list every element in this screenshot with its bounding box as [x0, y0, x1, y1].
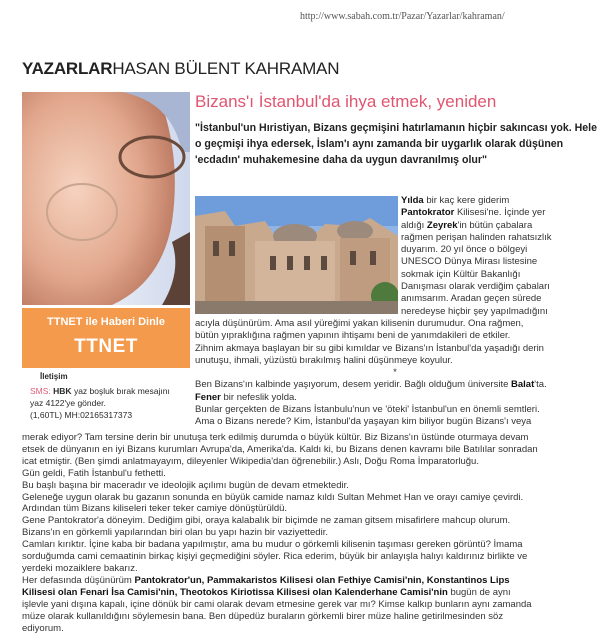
- sms-line: [30, 385, 195, 397]
- body-text: bugün de aynı: [447, 586, 511, 598]
- article-headline: Bizans'ı İstanbul'da ihya etmek, yeniden: [195, 92, 497, 111]
- body-text: etsek de dünyanın en iyi Bizans kurumları Avrupa'da, Amerika'da. Kaldı ki, bu Bizans denen kavramı bile Batılılar sonradan: [22, 443, 538, 455]
- body-line: [22, 539, 538, 551]
- body-line: [22, 587, 538, 599]
- body-text: rağmen perişan halinden rahatsızlık: [401, 231, 552, 243]
- body-text: sokmak için Kültür Bakanlığı: [401, 268, 521, 280]
- author-photo: [22, 92, 190, 305]
- body-line: [22, 468, 538, 480]
- body-line: [22, 599, 538, 611]
- sms-label: SMS:: [30, 386, 51, 396]
- body-text: Gün geldi, Fatih İstanbul'u fethetti.: [22, 467, 166, 479]
- ttnet-logo: TTNET: [74, 336, 138, 357]
- body-line: [22, 444, 538, 456]
- body-text: işlevle yani dışına kapalı, içine dönük bir cami olarak devam etmesine gerek var mı? Kimse kalkıp bunların aynı zamanda: [22, 598, 532, 610]
- bold-text: Zeyrek: [426, 219, 458, 231]
- body-text: unutuşu, ihmali, yüzüstü bırakılmış halini düşünmeye koyulur.: [195, 354, 453, 366]
- body-line: [401, 293, 552, 305]
- body-line: [401, 220, 552, 232]
- body-text: Geleneğe uygun olarak bu gazanın sonunda en büyük camide namaz kıldı Sultan Mehmet Han ve orayı camiye çevirdi.: [22, 491, 524, 503]
- body-text: 'ta.: [534, 379, 547, 391]
- body-text: duyarım. 20 yıl önce o bölgeyi: [401, 244, 528, 256]
- article-pull-quote: "İstanbul'un Hıristiyan, Bizans geçmişini hatırlamanın hiçbir sakıncası yok. Hele o geçmişi ihya edersek, İslam'ı aynı zamanda bir uygarlık olarak düşünen 'ecdadın' muhakemesine daha da uygun davranılmış olur": [195, 122, 597, 166]
- body-text: Her defasında düşünürüm: [22, 574, 135, 586]
- body-line: [22, 503, 538, 515]
- body-line: [195, 343, 595, 355]
- body-line: [195, 367, 595, 379]
- body-line: [401, 195, 552, 207]
- body-text: Ama o Bizans nerede? Kim, İstanbul'da yaşayan kim biliyor bugün Bizans'ı veya: [195, 416, 532, 428]
- body-text: anımsarım. Aradan geçen sürede: [401, 293, 542, 305]
- body-text: ediyorum.: [22, 622, 64, 634]
- author-name: HASAN BÜLENT KAHRAMAN: [112, 59, 340, 78]
- body-line: [195, 318, 595, 330]
- body-text: merak ediyor? Tam tersine derin bir unutuşa terk edilmiş durumda o büyük kültür. Biz Bizans'ın üstünde oturmaya devam: [22, 432, 529, 443]
- body-text: Danışması olarak verdiğim çabaları: [401, 281, 550, 293]
- ttnet-listen-banner[interactable]: [22, 308, 190, 368]
- body-line: [401, 244, 552, 256]
- sms-instruction-2: yaz 4122'ye gönder.: [30, 398, 106, 408]
- body-line: [401, 269, 552, 281]
- body-text: bütün yıpraklığına rağmen yapının ihtişamı beni de yanımdakileri de etkiler.: [195, 330, 511, 342]
- body-line: [22, 575, 538, 587]
- body-line: [22, 480, 538, 492]
- body-text: acıyla düşünürüm. Ama asıl yüreğimi yakan kilisenin durumudur. Ona rağmen,: [195, 318, 524, 329]
- body-text: Kilisesi'ne. İçinde yer: [454, 207, 546, 219]
- body-text: Zihnim akmaya başlayan bir su gibi kımıldar ve Bizans'ın İstanbul'da yaşadığı derin: [195, 342, 544, 354]
- body-line: [195, 392, 595, 404]
- body-line: [401, 232, 552, 244]
- body-text: UNESCO Dünya Mirası listesine: [401, 256, 538, 268]
- body-line: [22, 492, 538, 504]
- body-line: [401, 306, 552, 318]
- section-label: YAZARLAR: [22, 59, 113, 78]
- article-body-lower: [22, 432, 538, 634]
- body-line: [22, 432, 538, 444]
- body-text: Bizans'ın en görkemli yapılarından biri olan bu yapı hazin bir vaziyettedir.: [22, 527, 328, 539]
- body-line: [401, 207, 552, 219]
- bold-text: Pantokrator: [401, 207, 455, 219]
- body-line: [22, 611, 538, 623]
- body-line: [22, 456, 538, 468]
- body-text: Bu başlı başına bir maceradır ve ideolojik açılımı bugün de devam etmektedir.: [22, 479, 349, 491]
- bold-text: Yılda: [401, 195, 424, 206]
- body-text: neredeyse hiçbir şey yapılmadığını: [401, 305, 548, 317]
- sms-code: HBK: [53, 386, 72, 396]
- church-photo: [195, 196, 398, 314]
- body-line: [195, 379, 595, 391]
- body-text: Ardından tüm Bizans kiliseleri teker teker camiye dönüştürüldü.: [22, 503, 288, 515]
- body-line: [22, 527, 538, 539]
- body-text: müze olarak kullanıldığını söylemesin bana. Ben düpedüz buraların görkemli birer müze haline getirilmesinden söz: [22, 610, 504, 622]
- body-text: bir kaç kere giderim: [423, 195, 510, 206]
- body-text: Gene Pantokrator'a döneyim. Dediğim gibi, oraya kalabalık bir biçimde ne zaman gitsem misafirlere mahcup olurum.: [22, 515, 511, 527]
- source-url: http://www.sabah.com.tr/Pazar/Yazarlar/kahraman/: [300, 11, 505, 22]
- body-text: icat etmiştir. (Ben şimdi anlatmayayım, dileyenler Wikipedia'dan öğrenebilir.) Aslı, Doğu Roma İmparatorluğu.: [22, 455, 479, 467]
- body-line: [401, 256, 552, 268]
- body-line: [22, 623, 538, 635]
- contact-box: [30, 372, 195, 421]
- body-line: [22, 515, 538, 527]
- ttnet-banner-title: TTNET ile Haberi Dinle: [47, 316, 165, 328]
- contact-label: İletişim: [40, 372, 68, 381]
- body-text: Bunlar gerçekten de Bizans İstanbulu'nun ve 'öteki' İstanbul'un en önemli semtleri.: [195, 404, 540, 416]
- column-header: [22, 59, 339, 79]
- sms-price: (1,60TL) MH:02165317373: [30, 410, 133, 420]
- bold-text: Fener: [195, 391, 221, 403]
- article-body-side: [401, 195, 552, 318]
- body-text: yerdeki mozaiklere bakarız.: [22, 562, 138, 574]
- body-line: [401, 281, 552, 293]
- body-text: *: [393, 367, 397, 379]
- body-text: sorduğumda cami cemaatinin birkaç kişiyi geçmediğini söyler. Rica ederim, büyük bir anlayışla halıyı kaldırınız birlikte ve: [22, 551, 528, 563]
- bold-text: Balat: [511, 379, 535, 391]
- body-text: 'in bütün çabalara: [457, 219, 533, 231]
- body-text: aldığı: [401, 219, 427, 231]
- body-text: Camları kırıktır. İçine kaba bir badana yapılmıştır, ama bu mudur o görkemli kilisenin taşıması gereken görüntü? İmama: [22, 539, 523, 551]
- body-line: [195, 355, 595, 367]
- body-text: bir nefeslik yolda.: [220, 391, 297, 403]
- body-text: Ben Bizans'ın kalbinde yaşıyorum, desem yeridir. Bağlı olduğum üniversite: [195, 379, 512, 391]
- body-line: [195, 330, 595, 342]
- article-body-middle: [195, 318, 595, 429]
- sms-instruction: yaz boşluk bırak mesajını: [71, 386, 170, 396]
- bold-text: Kilisesi olan Fenari İsa Camisi'nin, Theotokos Kiriotissa Kilisesi olan Kalenderhane Camisi'nin: [22, 586, 448, 598]
- body-line: [195, 404, 595, 416]
- body-line: [22, 563, 538, 575]
- bold-text: Pantokrator'un, Pammakaristos Kilisesi olan Fethiye Camisi'nin, Konstantinos Lips: [134, 574, 510, 586]
- body-line: [22, 551, 538, 563]
- body-line: [195, 416, 595, 428]
